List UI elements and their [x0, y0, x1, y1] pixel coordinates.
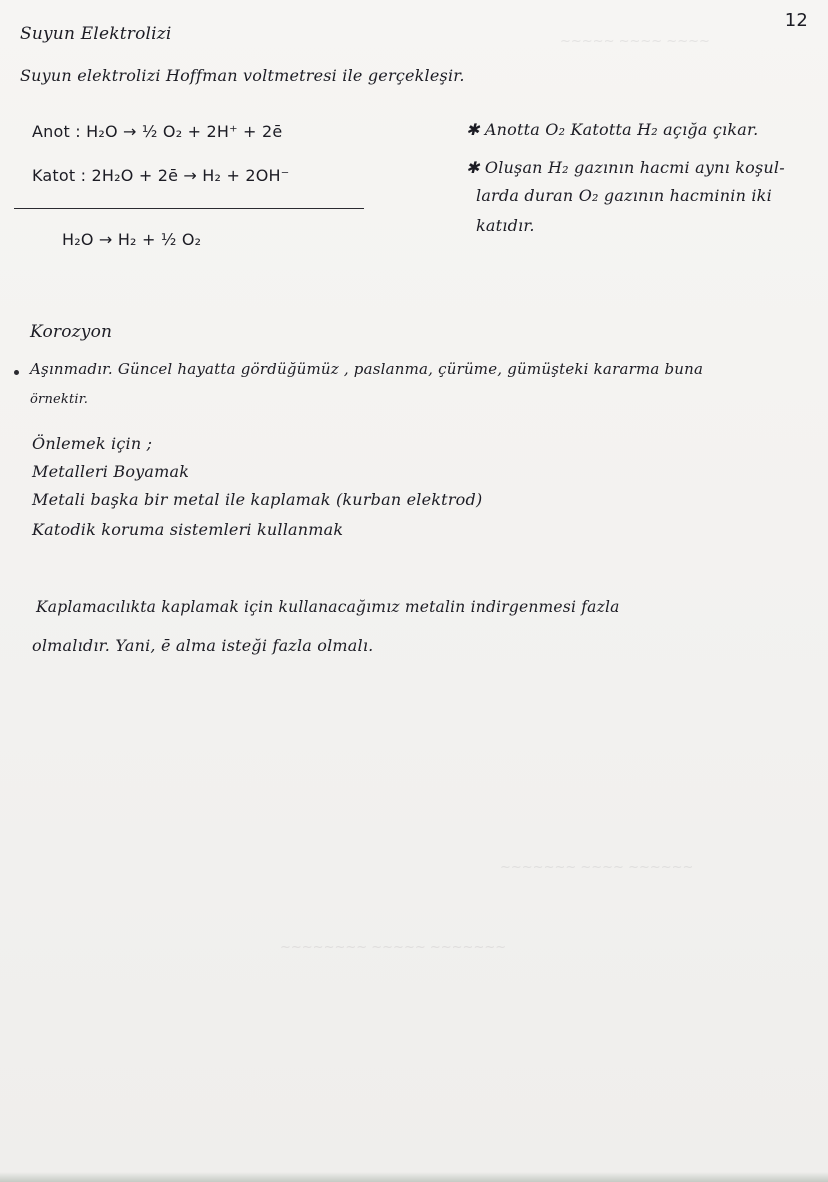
bullet-point: [14, 370, 19, 375]
prevention-method-1: Metalleri Boyamak: [32, 462, 190, 481]
prevention-title: Önlemek için ;: [32, 434, 153, 453]
corrosion-definition-line-1: Aşınmadır. Güncel hayatta gördüğümüz , paslanma, çürüme, gümüşteki kararma buna: [30, 360, 704, 378]
page-number: 12: [784, 10, 808, 31]
note-gases-released: ✱ Anotta O₂ Katotta H₂ açığa çıkar.: [466, 120, 759, 139]
equation-sum-line: [14, 208, 364, 209]
page-bottom-edge: [0, 1172, 828, 1182]
corrosion-definition-line-2: örnektir.: [30, 392, 89, 407]
anode-equation: Anot : H₂O → ½ O₂ + 2H⁺ + 2ē: [32, 122, 283, 141]
show-through-texture: ~~~~~~~~ ~~~~~ ~~~~~~~: [280, 940, 507, 955]
note-volume-line-2: larda duran O₂ gazının hacminin iki: [476, 186, 772, 205]
net-equation: H₂O → H₂ + ½ O₂: [62, 230, 202, 249]
prevention-method-3: Katodik koruma sistemleri kullanmak: [32, 520, 344, 539]
note-volume-line-1: ✱ Oluşan H₂ gazının hacmi aynı koşul-: [466, 158, 785, 177]
cathode-equation: Katot : 2H₂O + 2ē → H₂ + 2OH⁻: [32, 166, 290, 185]
show-through-texture: ~~~~~~~ ~~~~ ~~~~~~: [500, 860, 694, 875]
plating-line-1: Kaplamacılıkta kaplamak için kullanacağımız metalin indirgenmesi fazla: [36, 598, 620, 616]
electrolysis-title: Suyun Elektrolizi: [20, 24, 172, 44]
show-through-texture: ~~~~~ ~~~~ ~~~~: [560, 34, 710, 49]
electrolysis-intro: Suyun elektrolizi Hoffman voltmetresi ile gerçekleşir.: [20, 66, 465, 85]
corrosion-title: Korozyon: [30, 322, 113, 342]
note-volume-line-3: katıdır.: [476, 216, 535, 235]
plating-line-2: olmalıdır. Yani, ē alma isteği fazla olmalı.: [32, 636, 374, 655]
prevention-method-2: Metali başka bir metal ile kaplamak (kurban elektrod): [32, 490, 483, 509]
